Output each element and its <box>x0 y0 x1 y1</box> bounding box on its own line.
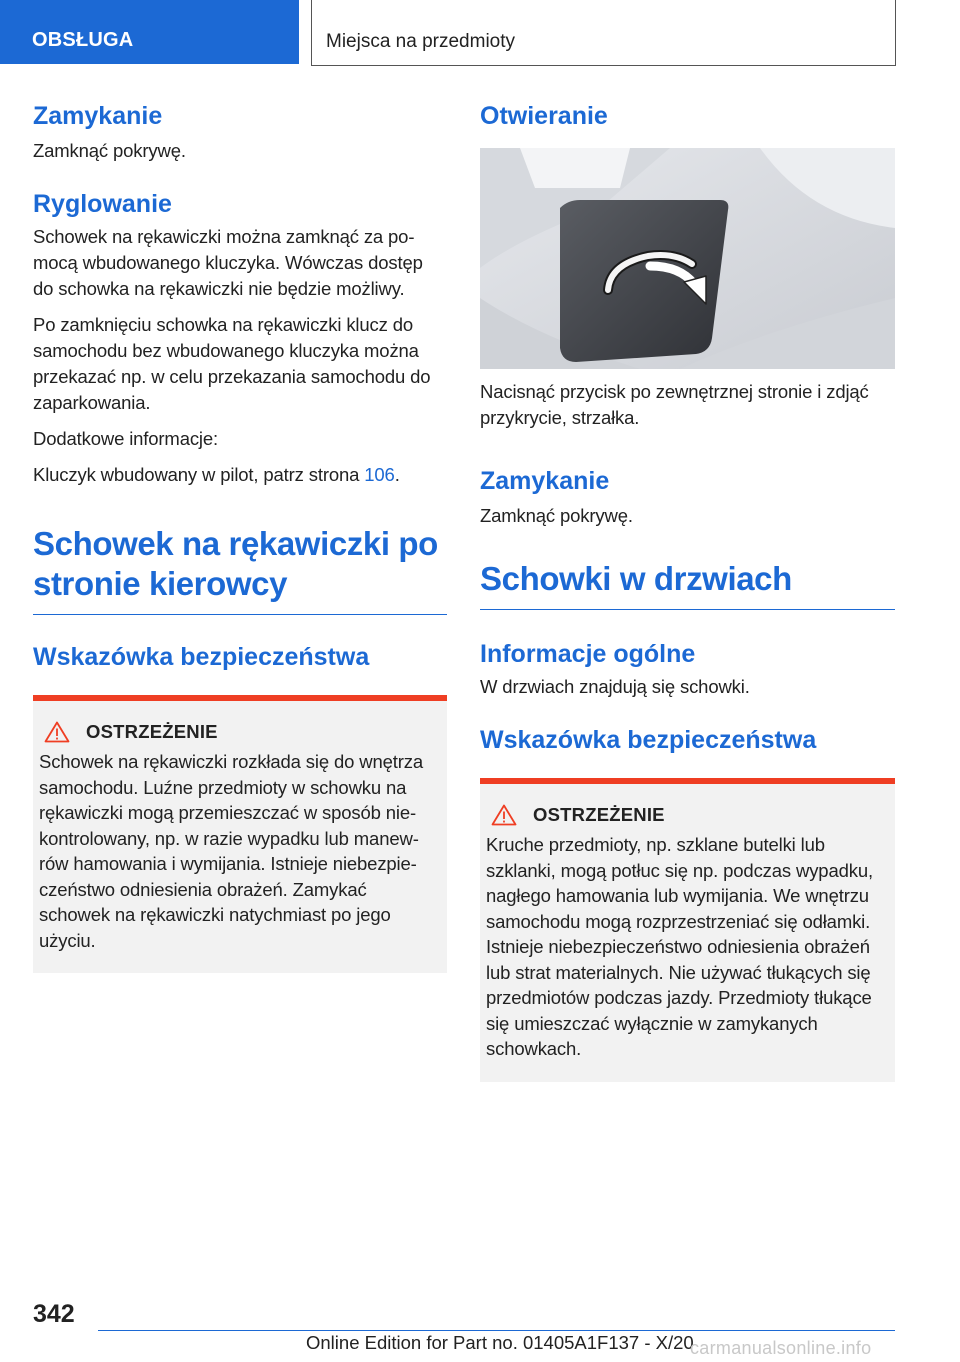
locking-heading: Ryglowanie <box>33 190 172 218</box>
opening-heading: Otwieranie <box>480 102 608 130</box>
warning-text-right: Kruche przedmioty, np. szklane butelki lub szklanki, mogą potłuc się np. podczas wypadku, nagłego hamowania lub wymijania. We wnętrzu samochodu mogą rozprzestrzeniać się odłamki. Istnieje niebezpieczeństwo odniesienia obrażeń lub strat materialnych. Nie używać tłukących się przedmiotów podczas jazdy. Przedmioty tłukące się umieszczać wyłącznie w zamykanych schowkach. <box>486 834 873 1059</box>
closing-heading: Zamykanie <box>33 102 163 130</box>
closing-heading-right: Zamykanie <box>480 467 610 495</box>
warning-title-right: OSTRZEŻENIE <box>533 804 665 825</box>
section-rule <box>33 614 447 615</box>
photo-caption: Nacisnąć przycisk po zewnętrznej stronie i zdjąć przykrycie, strzałka. <box>480 381 869 428</box>
warning-header-right <box>486 802 889 828</box>
glovebox-illustration <box>480 148 895 369</box>
section-tab: OBSŁUGA <box>0 0 299 64</box>
warning-title: OSTRZEŻENIE <box>86 721 218 742</box>
warning-triangle-icon <box>491 804 517 826</box>
section-rule-right <box>480 609 895 610</box>
safety-heading: Wskazówka bezpieczeństwa <box>33 643 370 671</box>
glovebox-driver-heading: Schowek na rękawiczki po stronie kierowcy <box>33 525 438 602</box>
warning-box <box>33 695 447 973</box>
key-reference <box>33 462 447 488</box>
footer-rule <box>98 1330 895 1331</box>
warning-header <box>39 719 441 745</box>
general-info-text: W drzwiach znajdują się schowki. <box>480 676 750 697</box>
chapter-title: Miejsca na przedmioty <box>326 31 516 52</box>
locking-paragraph-1: Schowek na rękawiczki można zamknąć za pomocą wbudowanego kluczyka. Wówczas dostęp do schowka na rękawiczki nie będzie możliwy. <box>33 226 423 299</box>
additional-info-label: Dodatkowe informacje: <box>33 428 219 449</box>
right-column <box>480 100 895 1082</box>
warning-box-right <box>480 778 895 1082</box>
warning-triangle-icon <box>44 721 70 743</box>
general-info-heading: Informacje ogólne <box>480 640 696 668</box>
safety-heading-right: Wskazówka bezpieczeństwa <box>480 726 817 754</box>
closing-text: Zamknąć pokrywę. <box>33 140 186 161</box>
locking-paragraph-2: Po zamknięciu schowka na rękawiczki klucz do samochodu bez wbudowanego kluczyka można przekazać np. w celu przekazania samochodu do zaparkowania. <box>33 314 431 413</box>
door-storage-heading: Schowki w drzwiach <box>480 560 792 597</box>
key-reference-end: . <box>394 464 400 485</box>
key-reference-text: Kluczyk wbudowany w pilot, patrz strona <box>33 464 365 485</box>
closing-text-right: Zamknąć pokrywę. <box>480 505 633 526</box>
page-link-106[interactable]: 106 <box>364 464 395 485</box>
watermark: carmanualsonline.info <box>690 1338 872 1358</box>
edition-text: Online Edition for Part no. 01405A1F137 - X/20 <box>306 1332 694 1353</box>
page-number: 342 <box>33 1300 75 1328</box>
glovebox-photo <box>480 148 895 369</box>
warning-text: Schowek na rękawiczki rozkłada się do wnętrza samochodu. Luźne przedmioty w schowku na rękawiczki mogą przemieszczać w sposób niekontrolowany, np. w razie wypadku lub manewrów hamowania i wymijania. Istnieje niebezpieczeństwo odniesienia obrażeń. Zamykać schowek na rękawiczki natychmiast po jego użyciu. <box>39 751 423 951</box>
left-column <box>33 100 447 973</box>
